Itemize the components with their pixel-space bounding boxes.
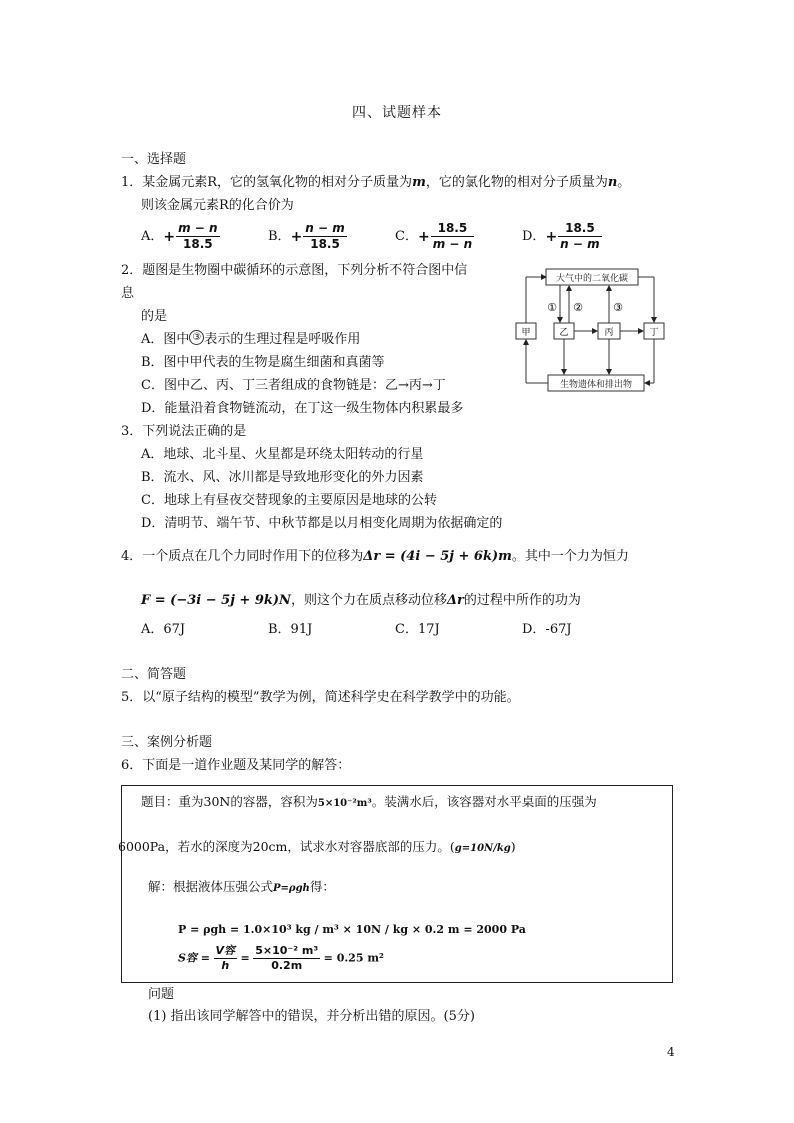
- q1-option-b: B．+ $\frac{n - m}{18.5}$: [268, 221, 345, 251]
- node-jia-label: 甲: [521, 328, 531, 338]
- question-6-stem: 6．下面是一道作业题及某同学的解答：: [121, 758, 351, 773]
- question-2-line-1: 2．题图是生物圈中碳循环的示意图，下列分析不符合图中信: [121, 263, 468, 278]
- equation-pressure-text: P = ρgh = 1.0×10³ kg / m³ × 10N / kg × 0.2 m = 2000 Pa: [178, 923, 526, 936]
- question-1-line-2: 则该金属元素R的化合价为: [141, 198, 294, 213]
- remains-label: 生物遗体和排出物: [559, 380, 633, 390]
- q4-option-c: C．17J: [395, 622, 440, 637]
- q1-option-c-fraction: [431, 221, 474, 252]
- q1-option-b-fraction: [303, 221, 346, 252]
- q2-option-b: B．图中甲代表的生物是腐生细菌和真菌等: [141, 355, 385, 370]
- node-ding-label: 丁: [649, 328, 659, 338]
- question-4-line-1: [121, 548, 629, 566]
- question-1-line-1: [121, 174, 630, 192]
- fraction-numerator: m − n: [178, 221, 218, 235]
- question-2-line-2: 息: [121, 286, 135, 301]
- circle-label-1: ①: [547, 301, 557, 314]
- box-line-2: [118, 838, 516, 858]
- fraction-denominator: 18.5: [183, 237, 213, 251]
- circled-number-3: ③: [189, 330, 204, 345]
- area-fraction-2: [253, 944, 320, 973]
- q4-text-d: 的过程中所作的功为: [463, 593, 581, 608]
- question-label: 问题: [148, 987, 175, 1002]
- section-heading-choice: 一、选择题: [121, 152, 187, 167]
- q1-option-a-label: A．: [141, 229, 164, 244]
- q1-option-c-label: C．: [395, 229, 418, 244]
- solution-text-b: 得：: [309, 879, 335, 894]
- area-fraction-1: [214, 944, 238, 973]
- box-text-c: 6000Pa，若水的深度为20cm，试求水对容器底部的压力。(: [118, 839, 455, 854]
- q1-option-d-label: D．: [522, 229, 546, 244]
- q2-option-a-text-a: A．图中: [141, 332, 190, 347]
- q1-option-a: A．+ $\frac{m - n}{18.5}$: [141, 221, 218, 251]
- gravity-value: g=10N/kg: [454, 843, 511, 854]
- fraction-numerator: V容: [215, 944, 236, 957]
- fraction-numerator: 18.5: [431, 221, 474, 237]
- box-line-1: [141, 793, 597, 813]
- displacement-symbol: Δr: [446, 593, 464, 608]
- fraction-denominator: 0.2m: [271, 959, 303, 972]
- q4-option-d: D．-67J: [522, 622, 572, 637]
- q3-option-d: D．清明节、端午节、中秋节都是以月相变化周期为依据确定的: [141, 516, 503, 531]
- q1-var-m: m: [412, 175, 426, 190]
- atmosphere-co2-label: 大气中的二氧化碳: [555, 274, 629, 284]
- fraction-denominator: 18.5: [310, 237, 340, 251]
- solution-text-a: 解：根据液体压强公式: [148, 879, 274, 894]
- q4-text-b: 。其中一个力为恒力: [511, 549, 629, 564]
- fraction-denominator: m − n: [432, 237, 473, 251]
- q2-option-c: C．图中乙、丙、丁三者组成的食物链是：乙→丙→丁: [141, 378, 446, 393]
- sub-question-1: (1) 指出该同学解答中的错误，并分析出错的原因。(5分): [148, 1009, 475, 1024]
- area-rhs: = 0.25 m²: [323, 951, 384, 965]
- box-text-b: 。装满水后，该容器对水平桌面的压强为: [371, 794, 597, 809]
- q3-option-b: B．流水、风、冰川都是导致地形变化的外力因素: [141, 470, 424, 485]
- circle-label-3: ③: [613, 301, 623, 314]
- circle-label-2: ②: [573, 301, 583, 314]
- pressure-formula: P=ρgh: [273, 883, 310, 894]
- solution-intro: [148, 878, 335, 898]
- q2-option-d: D．能量沿着食物链流动，在丁这一级生物体内积累最多: [141, 401, 464, 416]
- q1-option-d-fraction: [558, 221, 601, 252]
- box-text-a: 题目：重为30N的容器，容积为: [141, 794, 318, 809]
- fraction-numerator: n − m: [305, 221, 345, 235]
- q4-option-a: A．67J: [141, 622, 186, 637]
- equation-pressure: [178, 921, 526, 939]
- q3-option-c: C．地球上有昼夜交替现象的主要原因是地球的公转: [141, 493, 437, 508]
- fraction-denominator: n − m: [560, 237, 600, 251]
- fraction-denominator: h: [221, 959, 230, 972]
- q4-text-c: ，则这个力在质点移动位移: [290, 593, 447, 608]
- fraction-numerator: 5×10⁻² m³: [255, 944, 319, 957]
- q4-option-b: B．91J: [268, 622, 313, 637]
- q1-option-d: D．+ $\frac{18.5}{n - m}$: [522, 221, 600, 251]
- q1-option-a-fraction: [176, 221, 219, 252]
- q1-option-b-label: B．: [268, 229, 291, 244]
- q3-option-a: A．地球、北斗星、火星都是环绕太阳转动的行星: [141, 447, 424, 462]
- area-lhs: S容 =: [178, 951, 210, 965]
- node-yi-label: 乙: [559, 328, 569, 338]
- q4-text-a: 4．一个质点在几个力同时作用下的位移为: [121, 549, 364, 564]
- volume-value: 5×10⁻²m³: [317, 798, 372, 809]
- equation-area: [178, 944, 384, 973]
- node-bing-label: 丙: [604, 328, 614, 338]
- q1-var-n: n: [607, 175, 618, 190]
- section-heading-short: 二、简答题: [121, 667, 187, 682]
- displacement-formula: Δr = (4i − 5j + 6k)m: [363, 549, 512, 564]
- q1-text-a: 1．某金属元素R，它的氢氧化物的相对分子质量为: [121, 175, 413, 190]
- q1-text-b: ，它的氯化物的相对分子质量为: [425, 175, 608, 190]
- q2-option-a: [141, 330, 360, 349]
- question-5: 5．以“原子结构的模型”教学为例，简述科学史在科学教学中的功能。: [121, 690, 520, 705]
- force-formula: F = (−3i − 5j + 9k)N: [141, 593, 291, 608]
- q2-option-a-text-b: 表示的生理过程是呼吸作用: [204, 332, 361, 347]
- q1-option-c: C．+ $\frac{18.5}{m - n}$: [395, 221, 473, 251]
- area-equals: =: [240, 951, 250, 965]
- question-3-stem: 3．下列说法正确的是: [121, 424, 247, 439]
- page-number: 4: [667, 1045, 675, 1059]
- page-title: 四、试题样本: [352, 105, 442, 121]
- fraction-numerator: 18.5: [558, 221, 601, 237]
- q1-text-c: 。: [617, 175, 631, 190]
- question-2-line-3: 的是: [141, 309, 168, 324]
- section-heading-case: 三、案例分析题: [121, 735, 213, 750]
- question-4-line-2: [141, 592, 581, 610]
- box-text-d: ): [510, 839, 516, 854]
- carbon-cycle-diagram: [512, 265, 672, 395]
